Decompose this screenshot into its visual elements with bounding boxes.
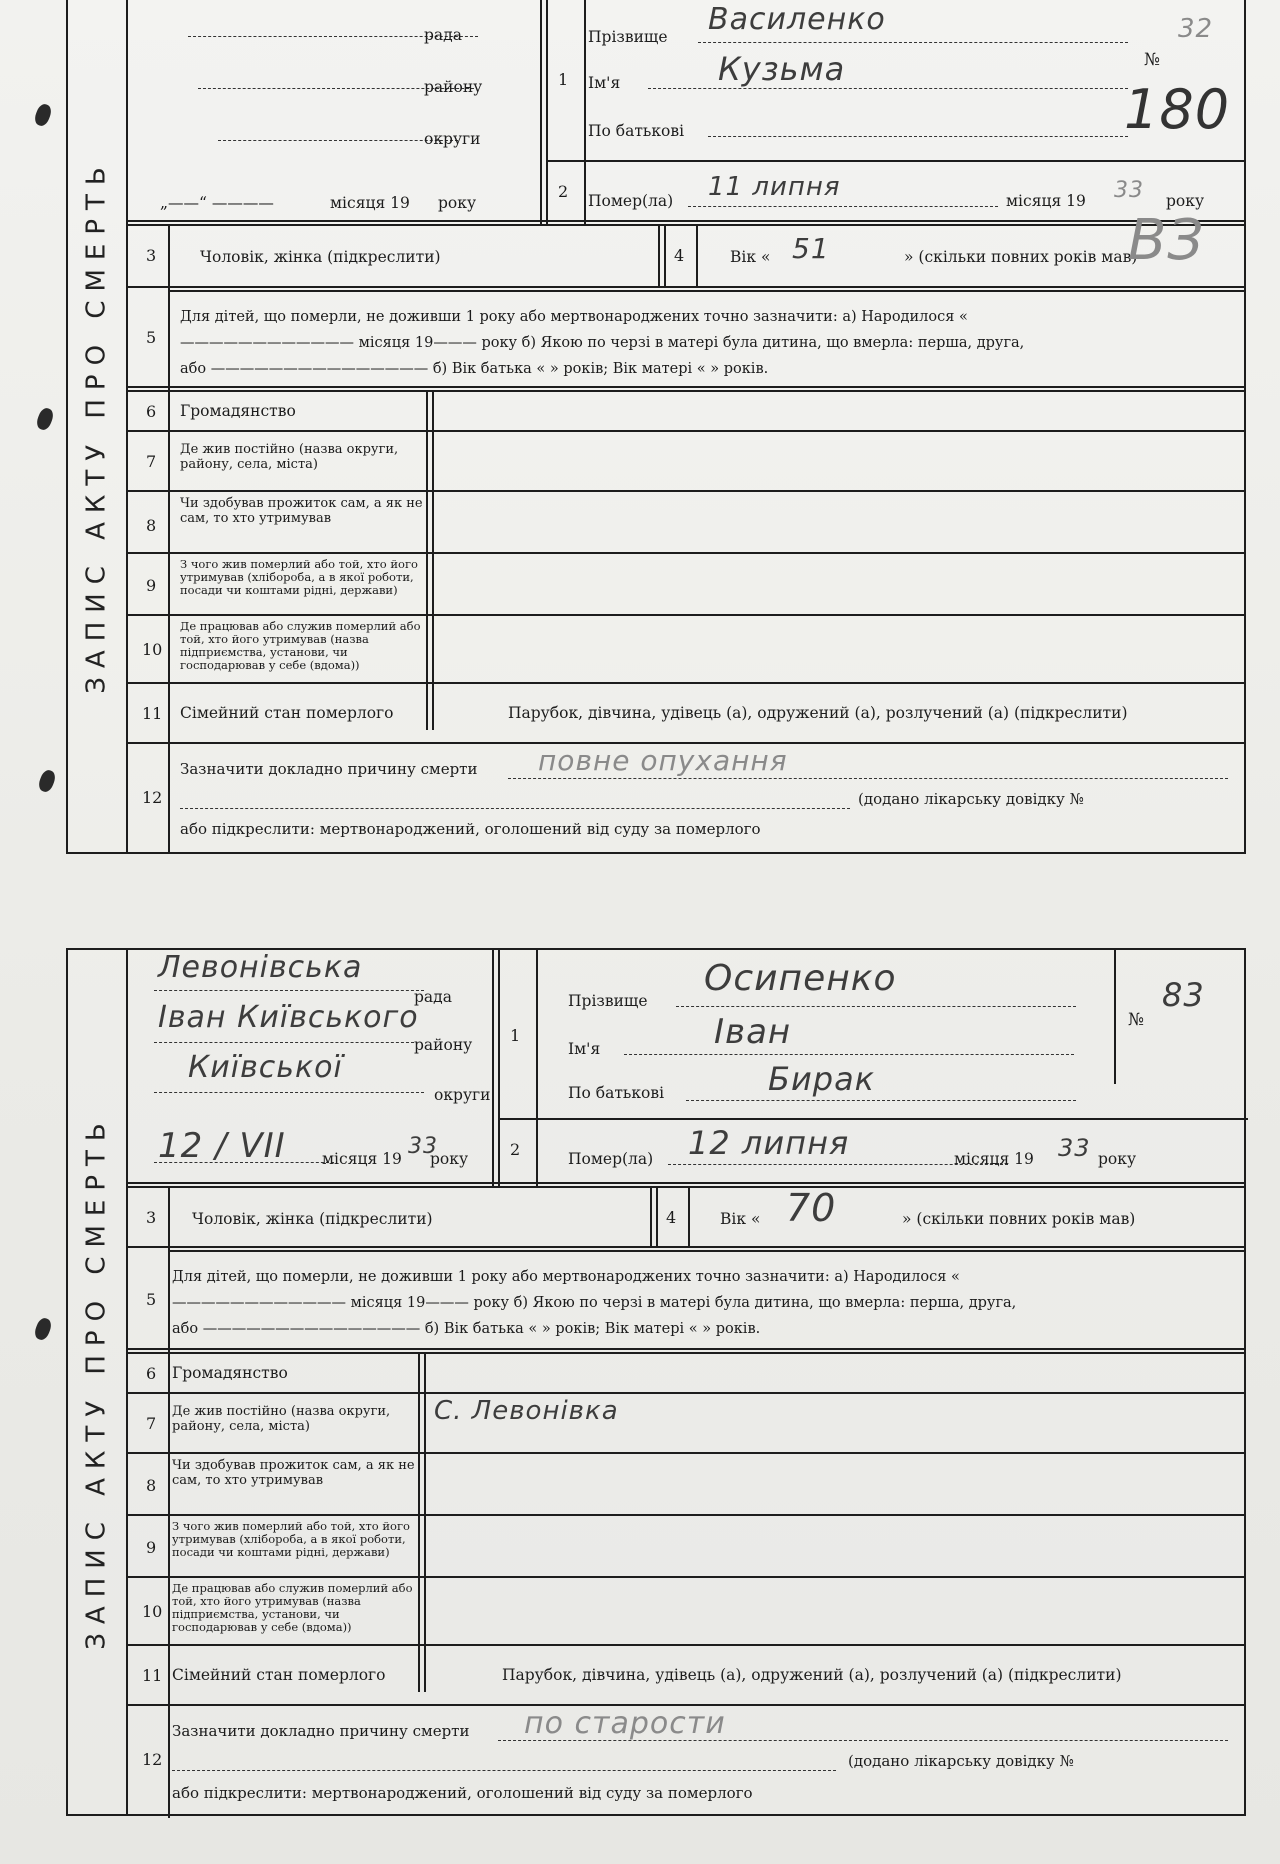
okrug-label: округи — [434, 1086, 491, 1104]
stillborn-note: або підкреслити: мертвонароджений, оголошений від суду за померлого — [172, 1784, 753, 1802]
death-date-value: 11 липня — [708, 172, 841, 202]
row-number: 12 — [142, 1750, 163, 1769]
rada-label: рада — [414, 988, 452, 1006]
child-born-line3: або ——————————————— б) Вік батька « » років; Вік матері « » років. — [180, 361, 769, 377]
child-born-line2: ———————————— місяця 19——— року б) Якою по черзі в матері була дитина, що вмерла: перша, друга, — [172, 1295, 1017, 1311]
workplace-label: Де працював або служив померлий або той, хто його утримував (назва підприємства, установи, чи господарював у себе (вдома)) — [180, 619, 421, 672]
age-label: Вік « — [730, 248, 771, 266]
cause-value: повне опухання — [538, 744, 788, 777]
record-number-label: № — [1144, 50, 1161, 70]
okrug-value: Київської — [188, 1050, 343, 1085]
livelihood-label: Чи здобував прожиток сам, а як не сам, то хто утримував — [180, 496, 423, 526]
name-label: Ім'я — [588, 74, 621, 92]
row-number: 8 — [146, 516, 157, 535]
year-label: року — [438, 194, 477, 212]
citizenship-label: Громадянство — [172, 1364, 288, 1382]
age-suffix: » (скільки повних років мав) — [904, 248, 1138, 266]
age-suffix: » (скільки повних років мав) — [902, 1210, 1136, 1228]
death-month-label: місяця 19 — [1006, 192, 1086, 210]
cause-value: по старости — [524, 1706, 726, 1741]
surname-value: Осипенко — [704, 958, 897, 999]
row-number: 4 — [674, 246, 685, 265]
child-born-text: Для дітей, що померли, не доживши 1 року або мертвонароджених точно зазначити: а) Народилося « — [172, 1269, 960, 1285]
record-number-value: 83 — [1162, 976, 1205, 1014]
death-year-value: 33 — [1114, 178, 1144, 203]
livelihood-label: Чи здобував прожиток сам, а як не сам, то хто утримував — [172, 1458, 415, 1488]
year-label: року — [430, 1150, 469, 1168]
name-value: Іван — [714, 1012, 792, 1052]
age-value: 70 — [786, 1186, 837, 1230]
raion-value: Іван Київського — [158, 1000, 419, 1035]
death-date-label: Помер(ла) — [588, 192, 674, 210]
raion-label: району — [414, 1036, 473, 1054]
row-number: 5 — [146, 1290, 157, 1309]
surname-value: Василенко — [708, 2, 886, 37]
death-date-label: Помер(ла) — [568, 1150, 654, 1168]
rada-value: Левонівська — [158, 950, 363, 985]
doctor-note-label: (додано лікарську довідку № — [858, 790, 1084, 808]
registration-year-value: 33 — [408, 1134, 438, 1159]
registration-date-value: 12 / VII — [158, 1126, 286, 1166]
surname-label: Прізвище — [588, 28, 668, 46]
residence-label: Де жив постійно (назва округи, району, села, міста) — [180, 442, 399, 472]
death-year-label: року — [1166, 192, 1205, 210]
patronymic-value: Бирак — [768, 1060, 875, 1098]
death-year-value: 33 — [1058, 1134, 1091, 1162]
row-number: 9 — [146, 1538, 157, 1557]
record-number-value: 32 — [1178, 14, 1214, 44]
row-number: 10 — [142, 1602, 163, 1621]
age-label: Вік « — [720, 1210, 761, 1228]
income-source-label: З чого жив померлий або той, хто його утримував (хлібороба, а в якої роботи, посади чи коштами рідні, держави) — [180, 557, 418, 597]
rada-label: рада — [424, 26, 462, 44]
row-number: 11 — [142, 704, 163, 723]
workplace-label: Де працював або служив померлий або той, хто його утримував (назва підприємства, установи, чи господарював у себе (вдома)) — [172, 1581, 413, 1634]
doctor-note-label: (додано лікарську довідку № — [848, 1752, 1074, 1770]
death-date-value: 12 липня — [688, 1124, 850, 1162]
marital-status-label: Сімейний стан померлого — [172, 1666, 386, 1684]
death-record-2 — [66, 948, 1246, 1816]
marital-status-options: Парубок, дівчина, удівець (а), одружений (а), розлучений (а) (підкреслити) — [502, 1666, 1122, 1684]
death-year-label: року — [1098, 1150, 1137, 1168]
row-number: 6 — [146, 402, 157, 421]
citizenship-label: Громадянство — [180, 402, 296, 420]
row-number: 1 — [510, 1026, 521, 1045]
residence-value: С. Левонівка — [434, 1396, 619, 1426]
patronymic-label: По батькові — [568, 1084, 665, 1102]
stamp-number: 180 — [1124, 78, 1231, 141]
cause-label: Зазначити докладно причину смерти — [172, 1722, 470, 1740]
child-born-line2: ———————————— місяця 19——— року б) Якою по черзі в матері була дитина, що вмерла: перша, друга, — [180, 335, 1025, 351]
death-month-label: місяця 19 — [954, 1150, 1034, 1168]
sex-label: Чоловік, жінка (підкреслити) — [200, 248, 441, 266]
child-born-line3: або ——————————————— б) Вік батька « » років; Вік матері « » років. — [172, 1321, 761, 1337]
row-number: 3 — [146, 1208, 157, 1227]
row-number: 10 — [142, 640, 163, 659]
patronymic-label: По батькові — [588, 122, 685, 140]
stamp-mark: ВЗ — [1128, 208, 1205, 273]
row-number: 8 — [146, 1476, 157, 1495]
cause-label: Зазначити докладно причину смерти — [180, 760, 478, 778]
name-label: Ім'я — [568, 1040, 601, 1058]
residence-label: Де жив постійно (назва округи, району, села, міста) — [172, 1404, 391, 1434]
row-number: 12 — [142, 788, 163, 807]
row-number: 7 — [146, 452, 157, 471]
marital-status-label: Сімейний стан померлого — [180, 704, 394, 722]
row-number: 5 — [146, 328, 157, 347]
row-number: 6 — [146, 1364, 157, 1383]
date-placeholder: „——“ ———— — [160, 194, 274, 212]
sex-label: Чоловік, жінка (підкреслити) — [192, 1210, 433, 1228]
row-number: 1 — [558, 70, 569, 89]
age-value: 51 — [792, 232, 830, 265]
okrug-label: округи — [424, 130, 481, 148]
income-source-label: З чого жив померлий або той, хто його утримував (хлібороба, а в якої роботи, посади чи коштами рідні, держави) — [172, 1519, 410, 1559]
row-number: 11 — [142, 1666, 163, 1685]
row-number: 4 — [666, 1208, 677, 1227]
row-number: 3 — [146, 246, 157, 265]
child-born-text: Для дітей, що померли, не доживши 1 року або мертвонароджених точно зазначити: а) Народилося « — [180, 309, 968, 325]
month-label: місяця 19 — [322, 1150, 402, 1168]
name-value: Кузьма — [718, 50, 846, 88]
month-label: місяця 19 — [330, 194, 410, 212]
row-number: 9 — [146, 576, 157, 595]
stillborn-note: або підкреслити: мертвонароджений, оголошений від суду за померлого — [180, 820, 761, 838]
row-number: 2 — [510, 1140, 521, 1159]
row-number: 7 — [146, 1414, 157, 1433]
form-title-vertical: ЗАПИС АКТУ ПРО СМЕРТЬ — [68, 0, 128, 852]
form-title-vertical: ЗАПИС АКТУ ПРО СМЕРТЬ — [68, 950, 128, 1814]
marital-status-options: Парубок, дівчина, удівець (а), одружений (а), розлучений (а) (підкреслити) — [508, 704, 1128, 722]
raion-label: району — [424, 78, 483, 96]
surname-label: Прізвище — [568, 992, 648, 1010]
death-record-1 — [66, 0, 1246, 854]
row-number: 2 — [558, 182, 569, 201]
record-number-label: № — [1128, 1010, 1145, 1030]
